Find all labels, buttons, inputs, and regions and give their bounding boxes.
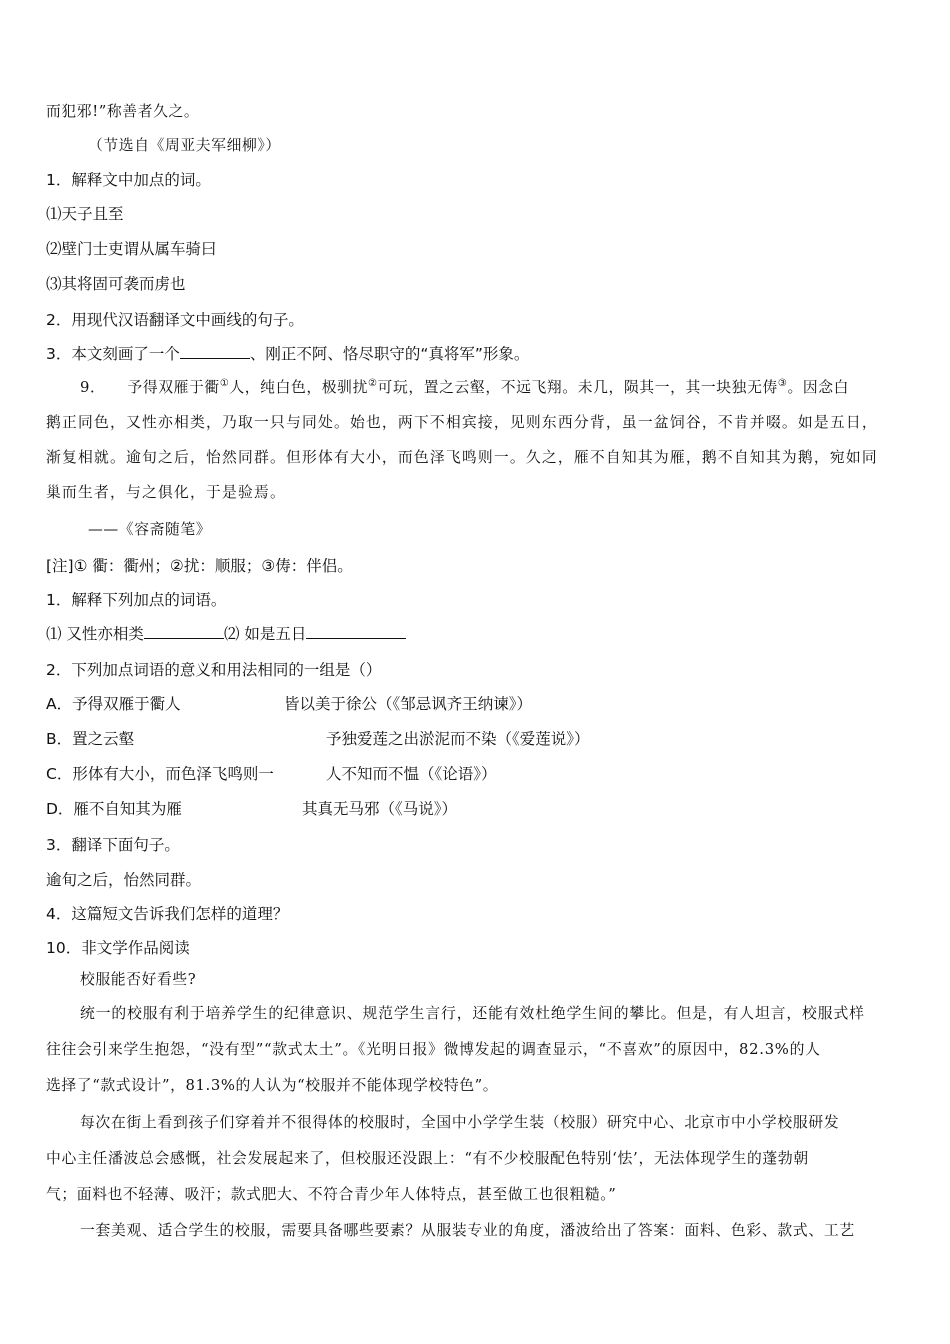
article-para-1-line-2: 往往会引来学生抱怨，“没有型”“款式太土”。《光明日报》微博发起的调查显示，“不喜欢”的原因中，82.3%的人 — [46, 1041, 821, 1058]
passage-text: 予得双雁于衢 — [127, 379, 220, 396]
footnote-ref: ② — [367, 378, 378, 390]
passage-text: 可玩，置之云壑，不远飞翔。未几，陨其一，其一块独无俦 — [377, 379, 778, 396]
passage-9-line-4: 巢而生者，与之俱化，于是验焉。 — [46, 484, 286, 501]
answer-blank[interactable] — [180, 342, 250, 359]
article-para-2-line-1: 每次在街上看到孩子们穿着并不很得体的校服时，全国中小学学生装（校服）研究中心、北京市中小学校服研发 — [80, 1114, 840, 1131]
sub-question-3-sentence: 逾旬之后，怡然同群。 — [46, 871, 202, 889]
option-d-left: D．雁不自知其为雁 — [46, 800, 182, 818]
article-para-3-line-1: 一套美观、适合学生的校服，需要具备哪些要素？从服装专业的角度，潘波给出了答案：面料、色彩、款式、工艺 — [80, 1222, 855, 1239]
question-1-item-1: ⑴天子且至 — [46, 205, 124, 223]
question-1-item-3: ⑶其将固可袭而虏也 — [46, 275, 186, 293]
passage-number: 9． — [80, 379, 106, 396]
article-para-2-line-2: 中心主任潘波总会感慨，社会发展起来了，但校服还没跟上：“有不少校服配色特别‘怯’，无法体现学生的蓬勃朝 — [46, 1150, 809, 1167]
article-para-1-line-3: 选择了“款式设计”，81.3%的人认为“校服并不能体现学校特色”。 — [46, 1077, 499, 1094]
question-2: 2．用现代汉语翻译文中画线的句子。 — [46, 311, 304, 329]
sub-question-2: 2．下列加点词语的意义和用法相同的一组是（） — [46, 661, 382, 679]
passage-9-line-1 — [80, 376, 849, 400]
question-1-item-2: ⑵壁门士吏谓从属车骑曰 — [46, 240, 217, 258]
passage-source: ——《容斋随笔》 — [88, 521, 212, 538]
option-c-left: C．形体有大小，而色泽飞鸣则一 — [46, 765, 274, 783]
sub-question-1: 1．解释下列加点的词语。 — [46, 591, 227, 609]
annotation-note: [注]① 衢：衢州；②扰：顺服；③俦：伴侣。 — [46, 557, 353, 575]
option-a-right: 皆以美于徐公（《邹忌讽齐王纳谏》） — [284, 695, 533, 713]
sub-question-3: 3．翻译下面句子。 — [46, 836, 180, 854]
passage-9-line-2: 鹅正同色，又性亦相类，乃取一只与同处。始也，两下不相宾接，见则东西分背，虽一盆饲谷，不肯并啜。如是五日， — [46, 414, 878, 431]
answer-blank[interactable] — [144, 622, 224, 639]
text-line: 而犯邪!”称善者久之。 — [46, 103, 200, 120]
passage-text: 人，纯白色，极驯扰 — [229, 379, 368, 396]
question-3 — [46, 342, 529, 366]
question-3-part-2: 、刚正不阿、恪尽职守的“真将军”形象。 — [249, 345, 530, 363]
sub-question-1-items — [46, 622, 406, 646]
footnote-ref: ③ — [777, 378, 788, 390]
sub-question-1-item-2: ⑵ 如是五日 — [223, 625, 307, 643]
question-1: 1．解释文中加点的词。 — [46, 171, 211, 189]
footnote-ref: ① — [219, 378, 230, 390]
option-d-right: 其真无马邪（《马说》） — [302, 800, 458, 818]
article-para-1-line-1: 统一的校服有利于培养学生的纪律意识、规范学生言行，还能有效杜绝学生间的攀比。但是，有人坦言，校服式样 — [80, 1005, 865, 1022]
option-b-left: B．置之云壑 — [46, 730, 135, 748]
question-3-part-1: 3．本文刻画了一个 — [46, 345, 180, 363]
sub-question-4: 4．这篇短文告诉我们怎样的道理？ — [46, 905, 289, 923]
source-citation: （节选自《周亚夫军细柳》） — [88, 137, 281, 154]
option-c-right: 人不知而不愠（《论语》） — [326, 765, 497, 783]
answer-blank[interactable] — [306, 622, 406, 639]
option-b-right: 予独爱莲之出淤泥而不染（《爱莲说》） — [326, 730, 590, 748]
passage-text: 。因念白 — [787, 379, 850, 396]
option-a-left: A．予得双雁于衢人 — [46, 695, 181, 713]
sub-question-1-item-1: ⑴ 又性亦相类 — [46, 625, 144, 643]
article-title: 校服能否好看些? — [80, 971, 197, 988]
section-10-heading: 10．非文学作品阅读 — [46, 939, 190, 957]
passage-9-line-3: 渐复相就。逾旬之后，怡然同群。但形体有大小，而色泽飞鸣则一。久之，雁不自知其为雁，鹅不自知其为鹅，宛如同 — [46, 449, 878, 466]
article-para-2-line-3: 气；面料也不轻薄、吸汗；款式肥大、不符合青少年人体特点，甚至做工也很粗糙。” — [46, 1186, 617, 1203]
